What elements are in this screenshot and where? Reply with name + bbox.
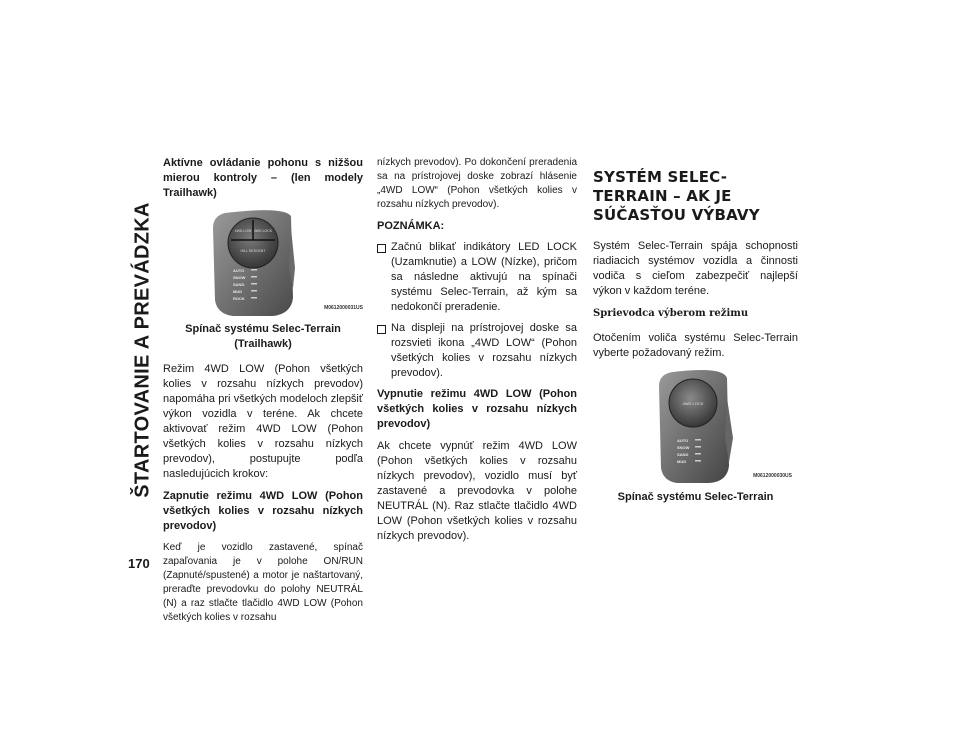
mode-label-sand: SAND (233, 282, 245, 287)
note-label: POZNÁMKA: (377, 220, 445, 232)
button-hill-descent-label: HILL DESCENT (240, 249, 266, 253)
chapter-title-text: ŠTARTOVANIE A PREVÁDZKA (131, 202, 154, 498)
subheading-disable-4wd-low: Vypnutie režimu 4WD LOW (Pohon všetkých kolies v rozsahu nízkych prevodov) (377, 388, 577, 430)
subheading-mode-guide: Sprievodca výberom režimu (593, 308, 749, 319)
mode-label-mud: MUD (677, 459, 687, 464)
mode-label-snow: SNOW (233, 275, 246, 280)
mode-label-auto: AUTO (677, 438, 689, 443)
section-title-selec-terrain: SYSTÉM SELEC-TERRAIN – AK JE SÚČASŤOU VÝBAVY (593, 168, 760, 224)
list-item-text: Na displeji na prístrojovej doske sa rozsvieti ikona „4WD LOW“ (Pohon všetkých kolies v rozsahu nízkych prevodov). (391, 322, 577, 379)
page-number: 170 (128, 556, 150, 571)
paragraph: Keď je vozidlo zastavené, spínač zapaľovania je v polohe ON/RUN (Zapnuté/spustené) a motor je naštartovaný, preraďte prevodovku do polohy NEUTRÁL (N) a raz stlačte tlačidlo 4WD LOW (Pohon všetkých kolies v rozsahu (163, 542, 363, 623)
paragraph: Ak chcete vypnúť režim 4WD LOW (Pohon všetkých kolies v rozsahu nízkych prevodov), vozidlo musí byť zastavené a prevodovka v polohe NEUTRÁL (N). Raz stlačte tlačidlo 4WD LOW (Pohon všetkých kolies v rozsahu nízkych prevodov). (377, 440, 577, 542)
mode-label-mud: MUD (233, 289, 243, 294)
button-4wd-lock-label: 4WD LOCK (682, 401, 704, 406)
subheading-enable-4wd-low: Zapnutie režimu 4WD LOW (Pohon všetkých kolies v rozsahu nízkych prevodov) (163, 490, 363, 532)
button-4wd-low-label: 4WD LOW (234, 229, 252, 233)
mode-label-rock: ROCK (233, 296, 245, 301)
figure-id: M0612000030US (753, 473, 792, 479)
figure-trailhawk-switch (163, 208, 363, 318)
paragraph: Systém Selec-Terrain spája schopnosti riadiacich systémov vozidla a činnosti vodiča s cieľom zabezpečiť najlepší výkon v každom teréne. (593, 240, 798, 297)
list-item-text: Začnú blikať indikátory LED LOCK (Uzamknutie) a LOW (Nízke), pričom sa následne aktivujú na spínači systému Selec-Terrain, až kým sa nedokončí preradenie. (391, 241, 577, 313)
mode-label-sand: SAND (677, 452, 689, 457)
button-4wd-lock-label: 4WD LOCK (253, 229, 273, 233)
paragraph: Otočením voliča systému Selec-Terrain vyberte požadovaný režim. (593, 332, 798, 359)
column-1 (163, 156, 363, 632)
column-3 (593, 156, 798, 515)
figure-caption: Spínač systému Selec-Terrain (Trailhawk) (185, 323, 341, 350)
list-item (377, 240, 577, 315)
list-item (377, 321, 577, 381)
mode-label-snow: SNOW (677, 445, 690, 450)
figure-caption: Spínač systému Selec-Terrain (617, 491, 774, 503)
paragraph-continued: nízkych prevodov). Po dokončení preradenia sa na prístrojovej doske zobrazí hlásenie „4WD LOW“ (Pohon všetkých kolies v rozsahu nízkych prevodov). (377, 157, 577, 210)
figure-id: M0612000031US (324, 305, 363, 311)
column-2 (377, 156, 577, 551)
mode-label-auto: AUTO (233, 268, 245, 273)
paragraph: Režim 4WD LOW (Pohon všetkých kolies v rozsahu nízkych prevodov) napomáha pri všetkých modeloch zlepšiť výkon vozidla v teréne. Ak chcete aktivovať režim 4WD LOW (Pohon všetkých kolies v rozsahu nízkych prevodov), postupujte podľa nasledujúcich krokov: (163, 363, 363, 480)
section-heading-active-drive: Aktívne ovládanie pohonu s nižšou mierou kontroly – (len modely Trailhawk) (163, 157, 363, 199)
checkbox-bullet-icon (377, 244, 386, 253)
checkbox-bullet-icon (377, 325, 386, 334)
chapter-side-title (128, 140, 158, 560)
figure-selec-terrain-switch (593, 368, 798, 486)
